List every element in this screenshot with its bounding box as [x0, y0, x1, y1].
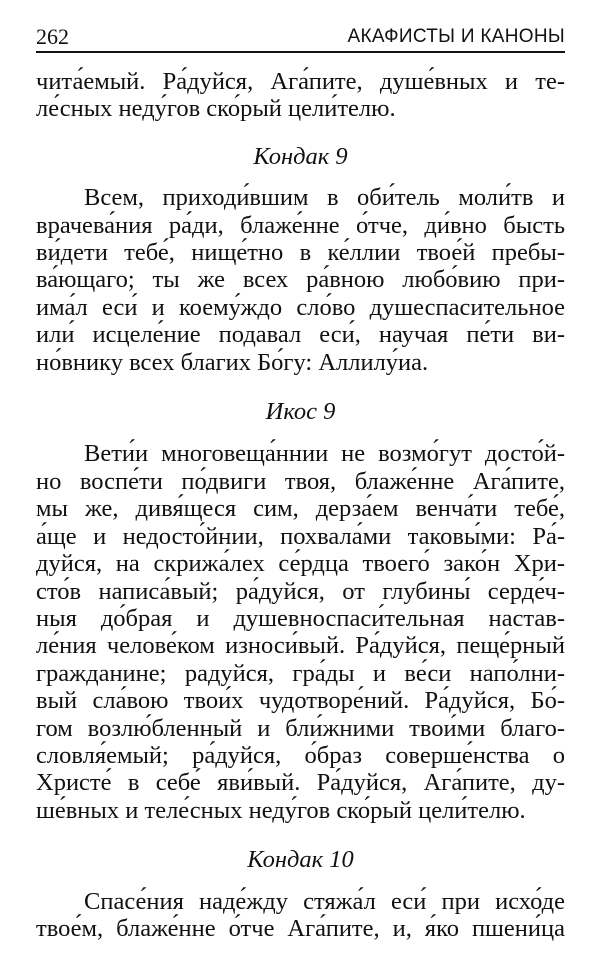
text-line: но воспе́ти по́двиги твоя, блаже́нне Ага́пите, [36, 467, 565, 495]
text-line: Христе́ в себе́ яви́вый. Ра́дуйся, Ага́пите, ду- [36, 769, 565, 797]
text-line: ле́сных неду́гов ско́рый цели́телю. [36, 95, 396, 123]
text-line: чита́емый. Ра́дуйся, Ага́пите, душе́вных и те- [36, 68, 565, 95]
text-line: вый сла́вою твои́х чудотворе́ний. Ра́дуйся, Бо́- [36, 687, 565, 715]
text-line: или́ исцеле́ние подавал еси́, научая пе́ти ви- [36, 321, 565, 349]
section-heading-ikos-9: Икос 9 [265, 398, 336, 426]
text-line: твое́м, блаже́нне о́тче Ага́пите, и, я́ко пшени́ца [36, 914, 565, 942]
text-line: ле́ния челове́ком износи́вый. Ра́дуйся, пеще́рный [36, 632, 565, 660]
continuation-paragraph [36, 68, 565, 123]
text-line: словля́емый; ра́дуйся, о́браз соверше́нства о [36, 741, 565, 769]
text-line: дуйся, на скрижа́лех се́рдца твоего́ зако́н Хри- [36, 550, 565, 578]
page-body [36, 68, 565, 942]
section-heading-kondak-10: Кондак 10 [247, 846, 354, 874]
ikos-9-paragraph [36, 440, 565, 824]
section-heading-kondak-9: Кондак 9 [253, 142, 348, 170]
text-line: сто́в написа́вый; ра́дуйся, от глубины́ серде́ч- [36, 577, 565, 605]
text-line: Всем, приходи́вшим в оби́тель моли́тв и [84, 184, 565, 212]
text-line: мы же, дивя́щеся сим, дерза́ем венча́ти тебе́, [36, 495, 565, 523]
page-number: 262 [36, 24, 69, 49]
text-line: врачева́ния ра́ди, блаже́нне о́тче, ди́вно бысть [36, 211, 565, 239]
text-line: ва́ющаго; ты же всех ра́вною любо́вию при- [36, 266, 565, 294]
text-line: Вети́и многовеща́ннии не возмо́гут досто́й- [84, 440, 565, 468]
text-line: ныя до́брая и душевноспаси́тельная настав- [36, 604, 565, 632]
kondak-10-paragraph [36, 888, 565, 943]
page-header [36, 25, 565, 53]
text-line: гражданине; радуйся, гра́ды и ве́си напо́лни- [36, 659, 565, 687]
running-title: АКАФИСТЫ И КАНОНЫ [347, 26, 565, 47]
kondak-9-paragraph [36, 184, 565, 376]
text-line: има́л еси́ и коему́ждо сло́во душеспасительное [36, 293, 565, 321]
text-line: гом возлю́бленный и бли́жними твои́ми благо- [36, 714, 565, 742]
text-line: Спасе́ния наде́жду стяжа́л еси́ при исхо́де [84, 887, 565, 915]
text-line: ви́дети тебе́, нище́тно в ке́ллии твое́й пребы- [36, 239, 565, 267]
text-line: ше́вных и теле́сных неду́гов ско́рый цели́телю. [36, 796, 526, 824]
text-line: но́внику всех благих Бо́гу: Аллилу́иа. [36, 348, 429, 376]
text-line: а́ще и недосто́йнии, похвала́ми таковы́ми: Ра́- [36, 522, 565, 550]
